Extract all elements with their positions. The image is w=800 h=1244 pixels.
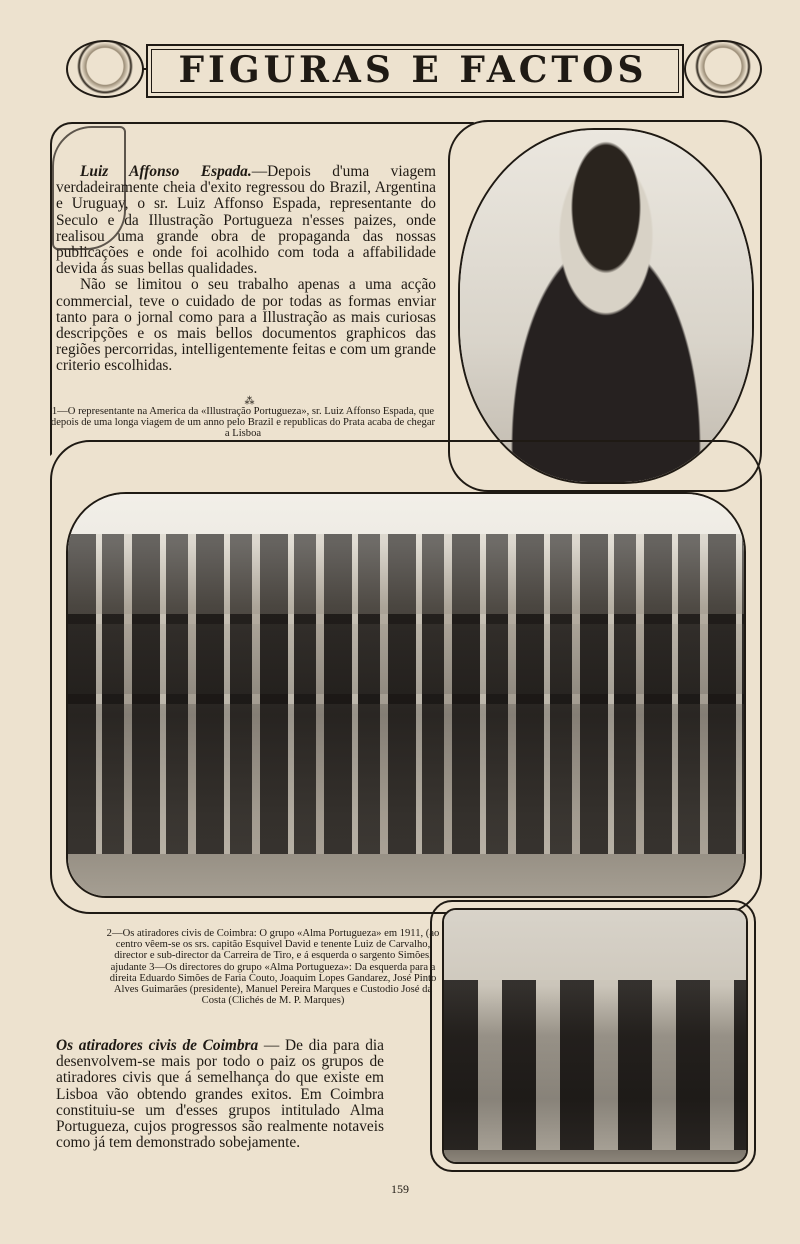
caption-2: 2—Os atiradores civis de Coimbra: O grupo «Alma Portugueza» em 1911, (ao centro vêem-se os srs. capitão Esquivel David e tenente Luiz de Carvalho, director e sub-director da Carreira de Tiro, e á esquerda o sargento Simões, ajudante 3—Os directores do grupo «Alma Portugueza»: Da esquerda para a direita Eduardo Simões de Faria Couto, Joaquim Lopes Gandarez, José Pinto Alves Guimarães (presidente), Manuel Pereira Marques e Custodio José da Costa (Clichés de M. P. Marques) (106, 928, 440, 1007)
people-row-middle (68, 614, 744, 704)
page-number: 159 (391, 1182, 409, 1196)
people-row-front (68, 694, 744, 854)
directors-row (444, 980, 746, 1150)
atiradores-text (56, 1038, 384, 1151)
medallion-left-icon (66, 40, 144, 98)
people-row-back (68, 534, 744, 624)
medallion-right-icon (684, 40, 762, 98)
intro-paragraph-1: —Depois d'uma viagem verdadeiramente cheia d'exito regressou do Brazil, Argentina e Uruguay, o sr. Luiz Affonso Espada, representante do Seculo e da Illustração Portugueza n'esses paizes, onde realisou uma grande obra de propaganda das nossas publicações e onde foi acolhido com toda a affabilidade devida ás suas bellas qualidades. (56, 163, 436, 278)
portrait-photo (458, 128, 754, 484)
intro-text (56, 164, 436, 375)
separator: ⁂ (244, 396, 256, 407)
intro-name: Luiz Affonso Espada. (80, 163, 252, 180)
caption-1: 1—O representante na America da «Illustração Portugueza», sr. Luiz Affonso Espada, que depois de uma longa viagem de um anno pelo Brazil e republicas do Prata acaba de chegar a Lisboa (50, 406, 436, 440)
intro-paragraph-2: Não se limitou o seu trabalho apenas a uma acção commercial, teve o cuidado de por todas as formas enviar tanto para o jornal como para a Illustração as mais curiosas descripções e os mais bellos documentos graphicos das regiões percorridas, intelligentemente feitas e com um grande criterio escolhidas. (56, 276, 436, 375)
page-title: FIGURAS E FACTOS (178, 49, 648, 91)
group-photo (66, 492, 746, 898)
directors-photo (442, 908, 748, 1164)
atiradores-body: — De dia para dia desenvolvem-se mais por todo o paiz os grupos de atiradores civis que á semelhança do que existe em Lisboa vão obtendo grandes exitos. Em Coimbra constituiu-se um d'esses grupos intitulado Alma Portugueza, cujos progressos são realmente notaveis como já tem demonstrado sobejamente. (56, 1037, 384, 1152)
atiradores-heading: Os atiradores civis de Coimbra (56, 1037, 259, 1054)
